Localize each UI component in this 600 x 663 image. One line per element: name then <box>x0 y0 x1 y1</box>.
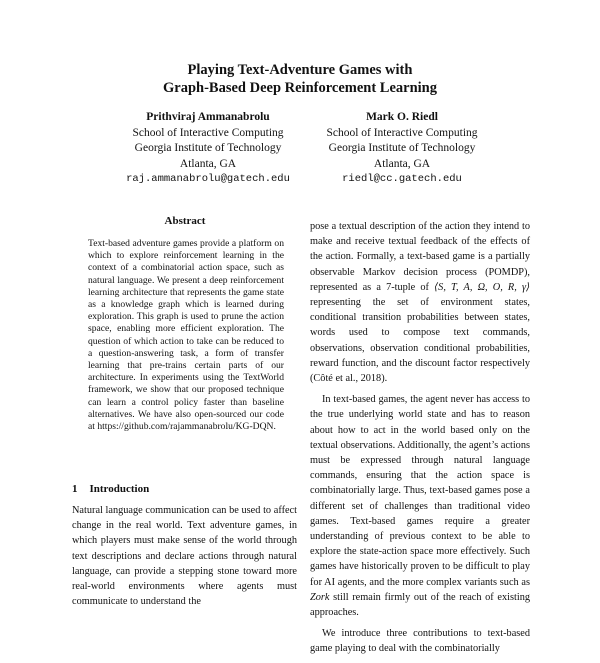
author-institution: Georgia Institute of Technology <box>134 142 282 154</box>
right-column <box>310 219 530 663</box>
body-paragraph-3: We introduce three contributions to text-based game playing to deal with the combinatorially <box>310 628 530 655</box>
section-title: Introduction <box>89 483 150 495</box>
paragraph-text: still remain firmly out of the reach of existing approaches. <box>310 591 531 619</box>
author-location: Atlanta, GA <box>179 157 237 170</box>
author-location: Atlanta, GA <box>373 157 431 170</box>
paragraph-text: In text-based games, the agent never has access to the true underlying world state and has to reason about how to act in the world based only on the textual observations. Additionally, the agent’s actions must be expressed through natural language commands, ensuring that the action space is combinatorially large. Thus, text-based games pose a different set of challenges than traditional video games. Text-based games require a greater understanding of previous context to be able to explore the state-action space more effectively. Such games have historically proven to be difficult to play for AI agents, and the more complex variants such as <box>310 394 530 588</box>
author-email: raj.ammanabrolu@gatech.edu <box>126 173 290 185</box>
author-email: riedl@cc.gatech.edu <box>342 173 462 185</box>
intro-paragraph: Natural language communication can be used to affect change in the real world. Text adventure games, in which players must make sense of the world through text descriptions and declare actions through natural language, can provide a stepping stone toward more real-world environments where agents must communicate to understand the <box>72 505 297 608</box>
section-heading-introduction <box>72 483 149 495</box>
author-name: Prithviraj Ammanabrolu <box>146 111 270 123</box>
author-affiliation: School of Interactive Computing <box>132 126 284 139</box>
author-block-2 <box>282 110 522 188</box>
body-paragraph-2 <box>310 392 530 620</box>
abstract-heading: Abstract <box>164 215 206 227</box>
section-number: 1 <box>72 483 78 495</box>
pomdp-tuple: ⟨S, T, A, Ω, O, R, γ⟩ <box>434 281 531 293</box>
author-name: Mark O. Riedl <box>366 111 438 123</box>
author-institution: Georgia Institute of Technology <box>328 142 476 154</box>
game-name: Zork <box>310 591 330 603</box>
abstract-text: Text-based adventure games provide a platform on which to explore reinforcement learning in the context of a combinatorial action space, such as natural language. We present a deep reinforcement learning architecture that represents the game state as a knowledge graph which is learned during exploration. This graph is used to prune the action space, enabling more efficient exploration. The question of which action to take can be reduced to a question-answering task, a form of transfer learning that pre-trains certain parts of our architecture. In experiments using the TextWorld framework, we show that our proposed technique can learn a control policy faster than baseline alternatives. We have also open-sourced our code at https://github.com/rajammanabrolu/KG-DQN. <box>88 238 284 433</box>
body-paragraph-1 <box>310 219 530 386</box>
title-line-1: Playing Text-Adventure Games with <box>187 62 413 78</box>
author-affiliation: School of Interactive Computing <box>326 126 478 139</box>
paper-title <box>0 61 600 97</box>
title-line-2: Graph-Based Deep Reinforcement Learning <box>163 80 437 96</box>
paragraph-text: pose a textual description of the action they intend to make and receive textual feedback of the effects of the action. Formally, a text-based game is a partially observable Markov decision process (POMDP), represented as a 7-tuple of <box>310 221 530 293</box>
paragraph-text: representing the set of environment states, conditional transition probabilities between states, words used to compose text commands, observations, observation conditional probabilities, reward function, and the discount factor respectively (Côté et al., 2018). <box>310 297 530 385</box>
